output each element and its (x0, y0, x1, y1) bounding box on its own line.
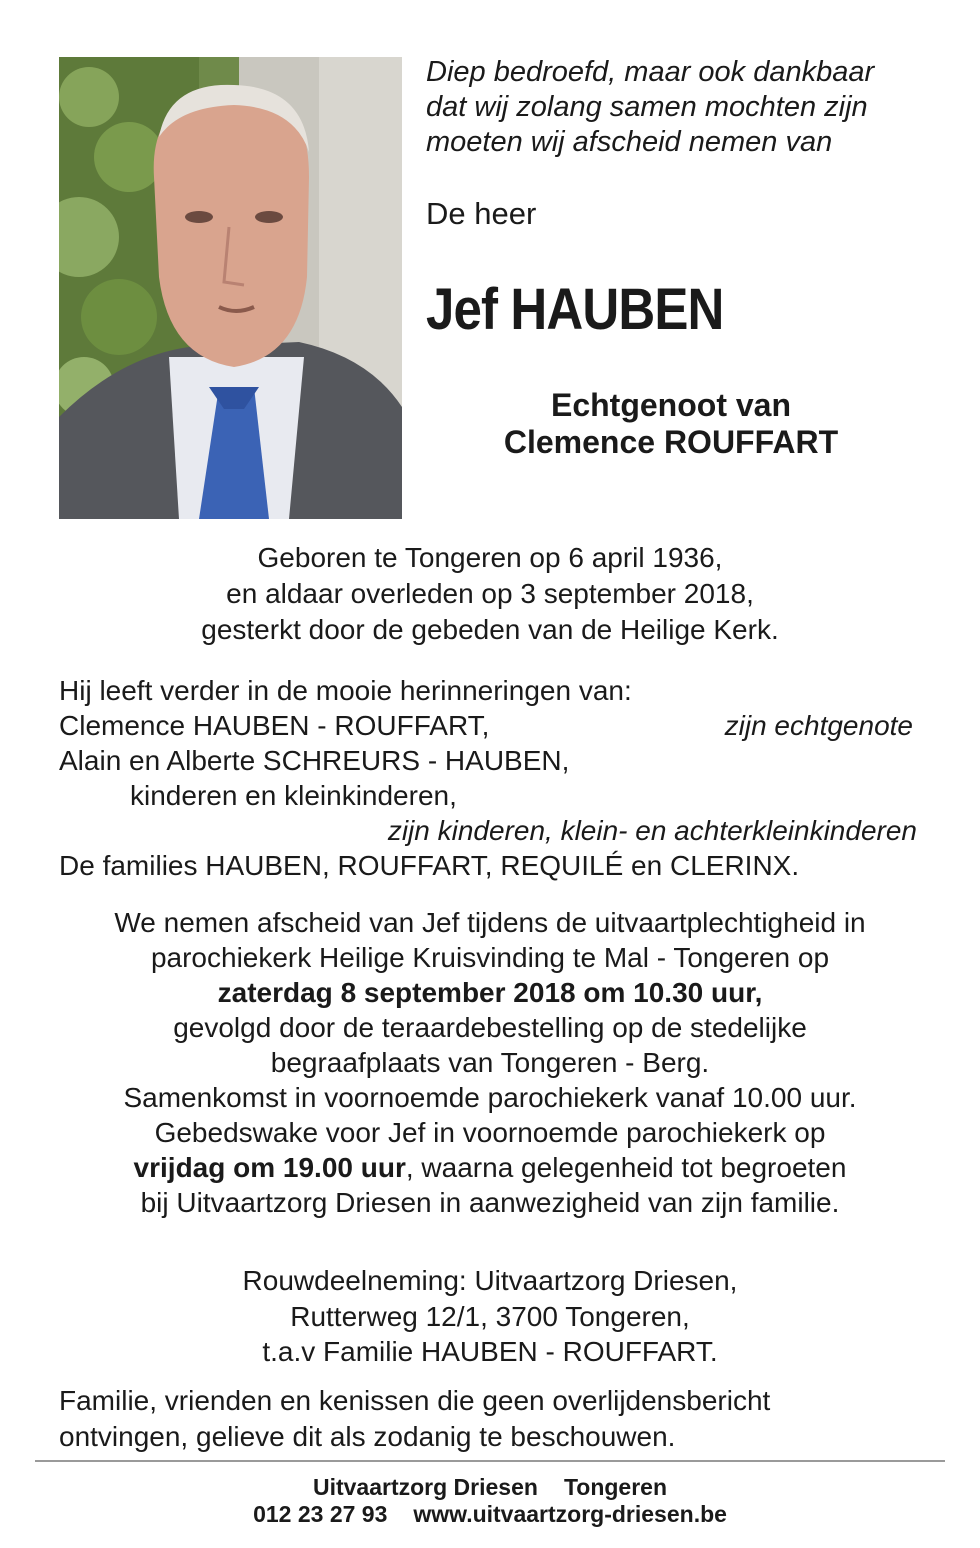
footer-phone: 012 23 27 93 (253, 1501, 388, 1527)
survivors-list (59, 673, 929, 883)
footer-divider (35, 1460, 945, 1462)
spouse-line-1: Echtgenoot van (550, 387, 791, 423)
ceremony-line: begraafplaats van Tongeren - Berg. (270, 1047, 710, 1078)
footer-contact-line (0, 1500, 980, 1528)
ceremony-line: Samenkomst in voornoemde parochiekerk vanaf 10.00 uur. (123, 1082, 857, 1113)
footer-city: Tongeren (563, 1474, 668, 1500)
ceremony-line: gevolgd door de teraardebestelling op de stedelijke (173, 1012, 807, 1043)
ceremony-line: parochiekerk Heilige Kruisvinding te Mal - Tongeren op (150, 942, 830, 973)
condolence-address (0, 1263, 980, 1370)
birth-line: en aldaar overleden op 3 september 2018, (226, 578, 754, 609)
ceremony-details (0, 905, 980, 1220)
birth-line: Geboren te Tongeren op 6 april 1936, (257, 542, 723, 573)
address-line: t.a.v Familie HAUBEN - ROUFFART. (262, 1336, 718, 1367)
vigil-rest: , waarna gelegenheid tot begroeten (405, 1152, 847, 1183)
ceremony-line: bij Uitvaartzorg Driesen in aanwezigheid van zijn familie. (140, 1187, 840, 1218)
ceremony-date: zaterdag 8 september 2018 om 10.30 uur, (217, 977, 763, 1008)
spouse-line-2: Clemence ROUFFART (503, 424, 839, 460)
survivor-row-spouse (59, 708, 929, 743)
deceased-name: Jef HAUBEN (426, 277, 724, 342)
survivor-role: zijn echtgenote (724, 710, 913, 741)
closing-line: ontvingen, gelieve dit als zodanig te beschouwen. (59, 1421, 676, 1452)
vigil-time: vrijdag om 19.00 uur (133, 1152, 406, 1183)
intro-line: moeten wij afscheid nemen van (426, 126, 833, 158)
survivor-row-children: Alain en Alberte SCHREURS - HAUBEN, (59, 745, 570, 776)
footer-company: Uitvaartzorg Driesen (312, 1474, 538, 1500)
survivor-role-children: zijn kinderen, klein- en achterkleinkinderen (387, 815, 917, 846)
address-line: Rutterweg 12/1, 3700 Tongeren, (290, 1300, 690, 1332)
closing-note (59, 1383, 939, 1455)
intro-line: Diep bedroefd, maar ook dankbaar (426, 56, 875, 88)
address-line: Rouwdeelneming: Uitvaartzorg Driesen, (242, 1265, 738, 1296)
spouse-heading (426, 387, 916, 461)
portrait-photo (59, 57, 402, 519)
birth-death-details (0, 540, 980, 648)
ceremony-line (0, 975, 980, 1010)
intro-line: dat wij zolang samen mochten zijn (426, 91, 868, 123)
intro-text (426, 55, 946, 160)
survivor-row-grandchildren: kinderen en kleinkinderen, (130, 780, 457, 811)
birth-line: gesterkt door de gebeden van de Heilige Kerk. (201, 614, 779, 645)
ceremony-line: Gebedswake voor Jef in voornoemde parochiekerk op (154, 1117, 826, 1148)
ceremony-line (0, 1150, 980, 1185)
title-prefix: De heer (426, 196, 537, 231)
ceremony-line: We nemen afscheid van Jef tijdens de uitvaartplechtigheid in (114, 907, 866, 938)
footer-company-line (0, 1473, 980, 1501)
survivors-heading: Hij leeft verder in de mooie herinneringen van: (59, 675, 632, 706)
closing-line: Familie, vrienden en kenissen die geen overlijdensbericht (59, 1385, 771, 1416)
survivor-name: Clemence HAUBEN - ROUFFART, (59, 710, 490, 741)
survivor-row-families: De families HAUBEN, ROUFFART, REQUILÉ en CLERINX. (59, 850, 800, 881)
footer-website[interactable]: www.uitvaartzorg-driesen.be (413, 1501, 727, 1527)
